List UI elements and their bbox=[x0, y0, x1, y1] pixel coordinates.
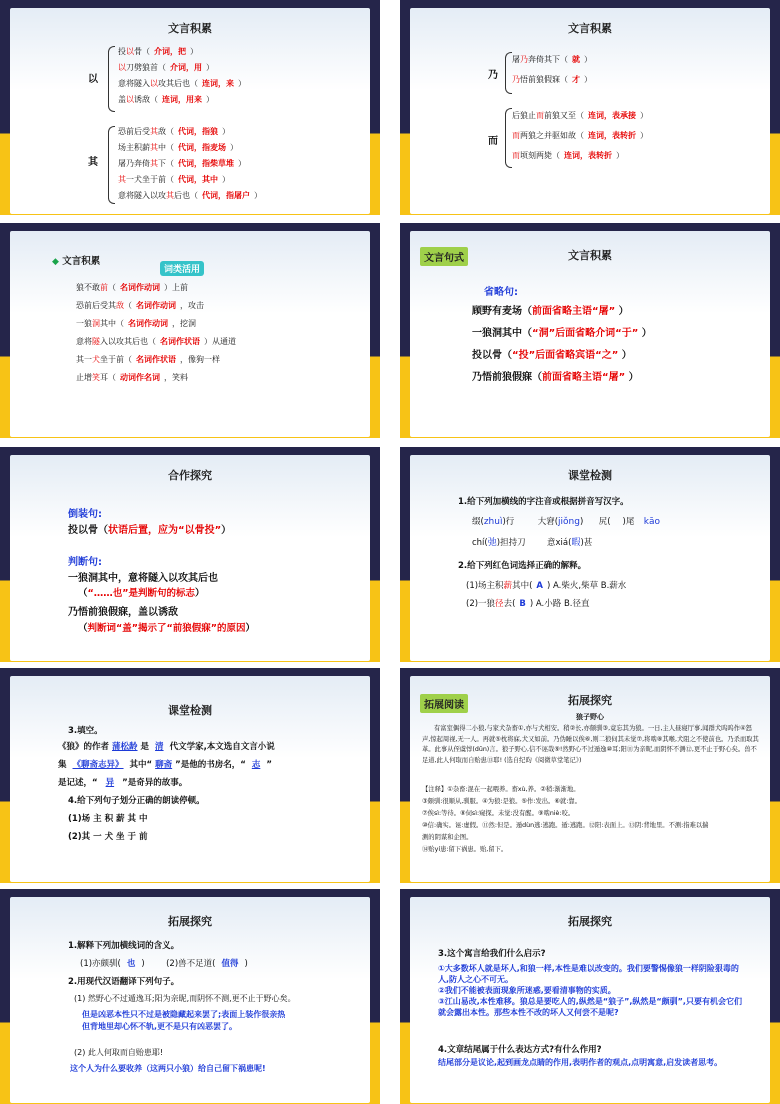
text: ） bbox=[238, 159, 246, 168]
slide-title: 课堂检测 bbox=[568, 469, 612, 482]
text: （ bbox=[522, 328, 532, 339]
question-1: 1.给下列加横线的字注音或根据拼音写汉字。 bbox=[458, 497, 629, 507]
diamond-icon: ◆ bbox=[52, 257, 59, 267]
slide-8 bbox=[400, 668, 780, 883]
text: 一狼洞其中 bbox=[472, 328, 522, 339]
answer: 代词，其中 bbox=[178, 175, 218, 184]
slide-card bbox=[410, 231, 770, 437]
answer: 名词作动词 bbox=[136, 301, 176, 310]
word-meaning bbox=[80, 957, 248, 969]
text: ”是他的书房名，“ bbox=[175, 760, 246, 770]
keyword: 薪 bbox=[503, 581, 513, 591]
keyword: 以 bbox=[118, 63, 126, 72]
fill-line-1 bbox=[58, 740, 275, 752]
choice-1 bbox=[466, 579, 626, 591]
slide-title: 拓展探究 bbox=[568, 915, 612, 928]
text: 屠乃奔倚 bbox=[118, 159, 150, 168]
slide-4 bbox=[400, 223, 780, 438]
answer: 介词，把 bbox=[154, 47, 186, 56]
text: 攻其后也（ bbox=[158, 79, 198, 88]
answer-4: 结尾部分是议论,起到画龙点睛的作用,表明作者的观点,点明寓意,启发读者思考。 bbox=[438, 1058, 723, 1067]
word: 大窘( bbox=[537, 517, 559, 527]
inversion-line bbox=[68, 521, 231, 536]
answer: 前面省略主语“屠” bbox=[542, 372, 626, 383]
text: 狼不敢 bbox=[76, 283, 100, 292]
keyword: 其 bbox=[150, 127, 158, 136]
text: 集 bbox=[58, 760, 67, 770]
char-nai: 乃 bbox=[488, 70, 498, 81]
text: 悟前狼假寐（ bbox=[520, 75, 568, 84]
text: ） bbox=[638, 328, 652, 339]
word: ) bbox=[579, 517, 584, 527]
list-item bbox=[76, 315, 236, 333]
text: 恐前后受 bbox=[118, 127, 150, 136]
pause-2: (2)其 一 犬 坐 于 前 bbox=[68, 832, 148, 842]
answer: 连词，表转折 bbox=[588, 131, 636, 140]
text: ） bbox=[640, 111, 648, 120]
text: ，攻击 bbox=[180, 301, 204, 310]
text: ，笑料 bbox=[164, 373, 188, 382]
list-item bbox=[472, 367, 652, 389]
text: 场主积薪 bbox=[118, 143, 150, 152]
text: （ bbox=[124, 301, 132, 310]
word: 意xiá( bbox=[547, 538, 572, 548]
text: 意将隧入以攻 bbox=[118, 191, 166, 200]
keyword: 隧 bbox=[92, 337, 100, 346]
text: ) bbox=[244, 959, 248, 969]
text: 一犬坐于前（ bbox=[126, 175, 174, 184]
list-item bbox=[512, 50, 592, 70]
text: （ bbox=[502, 350, 512, 361]
text: ） bbox=[584, 55, 592, 64]
text: 入以攻其后也（ bbox=[100, 337, 156, 346]
answer: 聊斋 bbox=[155, 760, 173, 770]
slide-7 bbox=[0, 668, 380, 883]
line-text: 投以骨（ bbox=[68, 525, 108, 536]
question-3: 3.填空。 bbox=[68, 726, 103, 736]
judgment-line-2: 乃悟前狼假寐，盖以诱敌 bbox=[68, 607, 178, 618]
note-line: 测的阴谋和企图。 bbox=[422, 834, 473, 841]
word: )行 bbox=[502, 517, 515, 527]
slide-title: 合作探究 bbox=[168, 469, 212, 482]
usage-tag: 词类活用 bbox=[160, 261, 204, 276]
slide-title: 课堂检测 bbox=[168, 704, 212, 717]
text: 投以骨 bbox=[472, 350, 502, 361]
judgment-line-1: 一狼洞其中，意将隧入以攻其后也 bbox=[68, 573, 218, 584]
text: 投 bbox=[118, 47, 126, 56]
answer: “……也”是判断句的标志 bbox=[87, 588, 196, 599]
story-body bbox=[422, 724, 760, 766]
text: ） bbox=[190, 47, 198, 56]
answer: A bbox=[536, 581, 543, 591]
slide-title: 文言积累 bbox=[568, 249, 612, 262]
answer-line: 这个人为什么要收养（这两只小狼）给自己留下祸患呢! bbox=[70, 1064, 266, 1073]
text: （ bbox=[108, 283, 116, 292]
text: 奔倚其下（ bbox=[528, 55, 568, 64]
fill-line-3 bbox=[58, 776, 187, 788]
text: （ bbox=[532, 372, 542, 383]
slide-card bbox=[10, 8, 370, 214]
omission-list bbox=[472, 301, 652, 389]
answer: 代词，指柴草堆 bbox=[178, 159, 234, 168]
section-heading bbox=[52, 253, 100, 267]
list-item bbox=[118, 60, 246, 76]
answer-1: ①大多数坏人就是坏人,和狼一样,本性是难以改变的。我们要警惕像狼一样阴险狠毒的人,防人之心不可无。 bbox=[438, 964, 739, 984]
inversion-heading: 倒装句: bbox=[68, 509, 102, 520]
word: 缀( bbox=[472, 517, 484, 527]
list-item bbox=[118, 92, 246, 108]
pause-1: (1)场 主 积 薪 其 中 bbox=[68, 814, 148, 824]
pinyin-row-1 bbox=[472, 515, 660, 527]
text: 刀劈狼首（ bbox=[126, 63, 166, 72]
char-er: 而 bbox=[488, 136, 498, 147]
answer: 连词，表承接 bbox=[588, 111, 636, 120]
slide-title: 文言积累 bbox=[568, 22, 612, 35]
text: ) bbox=[141, 959, 145, 969]
keyword: 以 bbox=[126, 95, 134, 104]
answer: 名词作状语 bbox=[136, 355, 176, 364]
text: ，像狗一样 bbox=[180, 355, 220, 364]
text: ） bbox=[625, 372, 639, 383]
text: ）上前 bbox=[164, 283, 188, 292]
text: (1)亦颇驯( bbox=[80, 959, 121, 969]
word: )尾 bbox=[622, 517, 635, 527]
answer: 代词，指狼 bbox=[178, 127, 218, 136]
answer-line: 但是凶恶本性只不过是被隐藏起来罢了;表面上装作很亲热 bbox=[82, 1010, 286, 1019]
answer: B bbox=[519, 599, 526, 609]
answer: 就 bbox=[572, 55, 580, 64]
judgment-answer-1: （“……也”是判断句的标志） bbox=[78, 588, 205, 599]
answer: 连词，来 bbox=[202, 79, 234, 88]
slide-card bbox=[410, 676, 770, 882]
brace bbox=[108, 126, 115, 204]
story-title: 狼子野心 bbox=[576, 713, 604, 721]
answer: 判断词“盖”揭示了“前狼假寐”的原因 bbox=[87, 623, 246, 634]
list-item bbox=[118, 172, 262, 188]
question-3: 3.这个寓言给我们什么启示? bbox=[438, 949, 546, 959]
slide-card bbox=[10, 676, 370, 882]
qi-list bbox=[118, 124, 262, 204]
slide-card bbox=[10, 455, 370, 661]
keyword: 而 bbox=[512, 131, 520, 140]
note-line: ③颇驯:很顺从,驯服。④为狼:是狼。⑤作:发出。⑥就:靠。 bbox=[422, 798, 582, 805]
text: 其一 bbox=[76, 355, 92, 364]
text: ） bbox=[254, 191, 262, 200]
options: ) A.柴火,柴草 B.薪水 bbox=[546, 581, 627, 591]
list-item bbox=[118, 124, 262, 140]
translate-1: (1) 然野心不过遁逸耳;阳为亲昵,而阴怀不测,更不止于野心矣。 bbox=[74, 994, 296, 1003]
text: (2)兽不足道( bbox=[166, 959, 216, 969]
yi-list bbox=[118, 44, 246, 108]
text: 后也（ bbox=[174, 191, 198, 200]
text: 去( bbox=[503, 599, 516, 609]
answer: 前面省略主语“屠” bbox=[532, 306, 616, 317]
slide-2 bbox=[400, 0, 780, 215]
answer: 《聊斋志异》 bbox=[72, 760, 124, 770]
word: )担持刀 bbox=[496, 538, 526, 548]
answer: 志 bbox=[251, 760, 261, 770]
list-item bbox=[118, 44, 246, 60]
keyword: 前 bbox=[100, 283, 108, 292]
text: ） bbox=[615, 306, 629, 317]
text: 耳（ bbox=[100, 373, 116, 382]
note-line: ⑭贻yí患:留下祸患。贻,留下。 bbox=[422, 846, 508, 853]
answer: kāo bbox=[643, 517, 660, 527]
judgment-heading: 判断句: bbox=[68, 557, 102, 568]
slide-card bbox=[10, 897, 370, 1103]
keyword: 而 bbox=[512, 151, 520, 160]
slide-10 bbox=[400, 889, 780, 1104]
keyword: 以 bbox=[150, 79, 158, 88]
answer: 弛 bbox=[487, 538, 497, 548]
answer-line: 但背地里却心怀不轨,更不是只有凶恶罢了。 bbox=[82, 1022, 238, 1031]
question-2: 2.用现代汉语翻译下列句子。 bbox=[68, 977, 180, 987]
text: 骨（ bbox=[134, 47, 150, 56]
keyword: 其 bbox=[166, 191, 174, 200]
section-title: 文言积累 bbox=[62, 256, 101, 267]
judgment-answer-2: （判断词“盖”揭示了“前狼假寐”的原因） bbox=[78, 623, 256, 634]
text: 两狼之并驱如故（ bbox=[520, 131, 584, 140]
list-item bbox=[472, 323, 652, 345]
text: ，挖洞 bbox=[172, 319, 196, 328]
text: ） bbox=[584, 75, 592, 84]
text: 恐前后受其 bbox=[76, 301, 116, 310]
text: 其中( bbox=[512, 581, 533, 591]
story-source: (选自纪昀《阅微草堂笔记》) bbox=[504, 756, 582, 764]
slide-card bbox=[10, 231, 370, 437]
note-line: 【注释】①杂畜:混在一起喂养。畜xù,养。②稍:渐渐地。 bbox=[422, 786, 580, 793]
answer: 异 bbox=[105, 778, 115, 788]
list-item bbox=[472, 301, 652, 323]
keyword: 以 bbox=[126, 47, 134, 56]
fill-line-2 bbox=[58, 758, 272, 770]
slide-5 bbox=[0, 447, 380, 662]
keyword: 径 bbox=[495, 599, 504, 609]
text: ） bbox=[206, 95, 214, 104]
text: 屠 bbox=[512, 55, 520, 64]
slide-title: 文言积累 bbox=[168, 22, 212, 35]
answer: 代词，指屠户 bbox=[202, 191, 250, 200]
answer: 才 bbox=[572, 75, 580, 84]
answer: jiǒng bbox=[558, 517, 580, 527]
answer: 连词，用来 bbox=[162, 95, 202, 104]
slide-card bbox=[410, 897, 770, 1103]
brace bbox=[505, 52, 512, 94]
translate-2: (2) 此人何取而自贻患耶! bbox=[74, 1048, 164, 1057]
answer: 介词，用 bbox=[170, 63, 202, 72]
keyword: 其 bbox=[118, 175, 126, 184]
note-line: ⑩信:确实。诬:虚假。⑪然:但是。遁dùn逃:逃跑。遁:逃跑。⑫阳:表面上。⑬阴:背地里。不测:指难以揣 bbox=[422, 822, 709, 829]
text: ） bbox=[222, 127, 230, 136]
text: 坐于前（ bbox=[100, 355, 132, 364]
nai-list bbox=[512, 50, 592, 90]
er-list bbox=[512, 106, 648, 166]
notes-list bbox=[422, 784, 762, 856]
text: 敌（ bbox=[158, 127, 174, 136]
answer: 状语后置，应为“以骨投” bbox=[108, 525, 222, 536]
slide-title: 拓展探究 bbox=[168, 915, 212, 928]
text: 中（ bbox=[158, 143, 174, 152]
text: 乃悟前狼假寐 bbox=[472, 372, 532, 383]
choice-2 bbox=[466, 597, 590, 609]
options: ) A.小路 B.径直 bbox=[529, 599, 590, 609]
story-text: 有富室偶得二小狼,与家犬杂畜①,亦与犬相安。稍②长,亦颇驯③,竟忘其为狼。一日,主人昼寝厅事,闻群犬呜呜作④怒声,惊起周视,无一人。再就⑤枕将寐,犬又如前。乃伪睡以俟⑥,则二狼伺其未觉⑦,将啮⑧其喉,犬阻之不使前也。乃杀而取其革。此事从侄虞惇(dūn)言。狼子野心,信不诬哉⑨!然野心不过遁逸⑩耳;阳⑪为亲昵,而阴怀不测⑫,更不止于野心矣。兽不足道,此人何取而自贻患⑬耶! bbox=[422, 725, 759, 764]
list-item bbox=[512, 146, 648, 166]
list-item bbox=[118, 188, 262, 204]
answer-2: ②我们不能被表面现象所迷惑,要看清事物的实质。 bbox=[438, 986, 616, 995]
answer: 名词作状语 bbox=[160, 337, 200, 346]
slide-9 bbox=[0, 889, 380, 1104]
list-item bbox=[118, 140, 262, 156]
keyword: 笑 bbox=[92, 373, 100, 382]
slide-card bbox=[410, 8, 770, 214]
slide-3 bbox=[0, 223, 380, 438]
brace bbox=[505, 108, 512, 168]
text: 是记述，“ bbox=[58, 778, 98, 788]
keyword: 敌 bbox=[116, 301, 124, 310]
keyword: 其 bbox=[150, 159, 158, 168]
answer: 清 bbox=[155, 742, 164, 752]
word: )甚 bbox=[580, 538, 593, 548]
answer: 动词作名词 bbox=[120, 373, 160, 382]
slide-1 bbox=[0, 0, 380, 215]
keyword: 乃 bbox=[512, 75, 520, 84]
brace bbox=[108, 46, 115, 112]
text: (2)一狼 bbox=[466, 599, 496, 609]
sentence-tag: 文言句式 bbox=[420, 247, 468, 266]
list-item bbox=[76, 351, 236, 369]
text: (1)场主积 bbox=[466, 581, 504, 591]
answer: “洞”后面省略介词“于” bbox=[532, 328, 639, 339]
slide-6 bbox=[400, 447, 780, 662]
word: 尻( bbox=[598, 517, 611, 527]
text: ） bbox=[618, 350, 632, 361]
text: 《狼》的作者 bbox=[58, 742, 110, 752]
line-end: ） bbox=[221, 525, 232, 536]
text: ） bbox=[616, 151, 624, 160]
answer-3: ③江山易改,本性难移。狼总是要吃人的,纵然是“狼子”,纵然是“颇驯”,只要有机会它们就会露出本性。那些本性不改的坏人又何尝不是呢? bbox=[438, 997, 742, 1017]
text: 下（ bbox=[158, 159, 174, 168]
answer: 暇 bbox=[571, 538, 581, 548]
text: 其中“ bbox=[129, 760, 153, 770]
answer: 名词作动词 bbox=[128, 319, 168, 328]
answer-block bbox=[438, 963, 748, 1018]
word: chí( bbox=[472, 538, 488, 548]
text: 盖 bbox=[118, 95, 126, 104]
text: ） bbox=[222, 175, 230, 184]
keyword: 乃 bbox=[520, 55, 528, 64]
answer: 名词作动词 bbox=[120, 283, 160, 292]
text: 其中（ bbox=[100, 319, 124, 328]
question-4: 4.给下列句子划分正确的朗读停顿。 bbox=[68, 796, 205, 806]
list-item bbox=[76, 279, 236, 297]
text: 一狼 bbox=[76, 319, 92, 328]
slide-title: 拓展探究 bbox=[568, 694, 612, 707]
text: 是 bbox=[140, 742, 150, 752]
keyword: 犬 bbox=[92, 355, 100, 364]
answer: 代词，指麦场 bbox=[178, 143, 226, 152]
text: ” bbox=[266, 760, 272, 770]
keyword: 而 bbox=[536, 111, 544, 120]
slide-card bbox=[410, 455, 770, 661]
keyword: 其 bbox=[150, 143, 158, 152]
char-qi: 其 bbox=[88, 157, 98, 168]
char-yi: 以 bbox=[88, 74, 98, 85]
text: 止增 bbox=[76, 373, 92, 382]
text: 顷刻两毙（ bbox=[520, 151, 560, 160]
omission-heading: 省略句: bbox=[484, 287, 518, 298]
text: 诱敌（ bbox=[134, 95, 158, 104]
text: ） bbox=[206, 63, 214, 72]
list-item bbox=[76, 369, 236, 387]
text: ） bbox=[238, 79, 246, 88]
text: 后狼止 bbox=[512, 111, 536, 120]
list-item bbox=[118, 76, 246, 92]
usage-list bbox=[76, 279, 236, 387]
text: ）从通道 bbox=[204, 337, 236, 346]
text: 意将隧入 bbox=[118, 79, 150, 88]
text: ”是奇异的故事。 bbox=[122, 778, 188, 788]
answer: 也 bbox=[126, 959, 136, 969]
list-item bbox=[76, 297, 236, 315]
question-4: 4.文章结尾属于什么表达方式?有什么作用? bbox=[438, 1045, 602, 1055]
text: 意将 bbox=[76, 337, 92, 346]
text: ） bbox=[230, 143, 238, 152]
list-item bbox=[472, 345, 652, 367]
answer: 值得 bbox=[221, 959, 239, 969]
text: 前狼又至（ bbox=[544, 111, 584, 120]
list-item bbox=[512, 106, 648, 126]
note-line: ⑦俟sì:等待。⑧伺sì:窥探。未觉:没有醒。⑨啮niè:咬。 bbox=[422, 810, 575, 817]
text: 代文学家,本文选自文言小说 bbox=[169, 742, 275, 752]
question-2: 2.给下列红色词选择正确的解释。 bbox=[458, 561, 587, 571]
keyword: 洞 bbox=[92, 319, 100, 328]
answer: “投”后面省略宾语“之” bbox=[512, 350, 619, 361]
list-item bbox=[76, 333, 236, 351]
list-item bbox=[512, 126, 648, 146]
answer: zhuì bbox=[483, 517, 503, 527]
text: （ bbox=[522, 306, 532, 317]
list-item bbox=[118, 156, 262, 172]
question-1: 1.解释下列加横线词的含义。 bbox=[68, 941, 180, 951]
answer: 蒲松龄 bbox=[112, 742, 138, 752]
reading-tag: 拓展阅读 bbox=[420, 694, 468, 713]
answer: 连词，表转折 bbox=[564, 151, 612, 160]
text: 顾野有麦场 bbox=[472, 306, 522, 317]
pinyin-row-2 bbox=[472, 535, 592, 548]
text: ） bbox=[640, 131, 648, 140]
list-item bbox=[512, 70, 592, 90]
